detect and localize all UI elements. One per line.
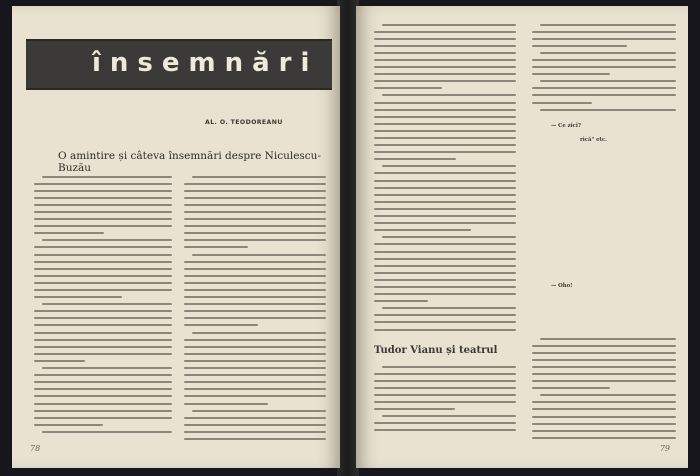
text-line xyxy=(184,252,326,259)
text-line xyxy=(532,100,676,107)
text-line xyxy=(374,72,516,79)
right-text-column-4 xyxy=(532,336,676,442)
text-line xyxy=(184,181,326,188)
text-line xyxy=(532,43,676,50)
text-line xyxy=(34,358,172,365)
text-line xyxy=(184,238,326,245)
text-line xyxy=(374,128,516,135)
right-text-column-1 xyxy=(374,22,516,334)
text-line xyxy=(184,288,326,295)
article-title: O amintire și câteva însemnări despre Niculescu-Buzău xyxy=(58,150,321,174)
text-line xyxy=(374,428,516,435)
text-line xyxy=(34,323,172,330)
text-line xyxy=(34,337,172,344)
text-line xyxy=(184,401,326,408)
text-line xyxy=(374,242,516,249)
text-line xyxy=(532,336,676,343)
text-line xyxy=(184,415,326,422)
text-line xyxy=(184,231,326,238)
text-line xyxy=(184,295,326,302)
text-line xyxy=(374,185,516,192)
text-line xyxy=(184,202,326,209)
text-line xyxy=(374,378,516,385)
text-line xyxy=(34,380,172,387)
text-line xyxy=(374,364,516,371)
text-line xyxy=(34,309,172,316)
text-line xyxy=(374,136,516,143)
text-line xyxy=(374,150,516,157)
text-line xyxy=(374,270,516,277)
text-line xyxy=(374,178,516,185)
text-line xyxy=(374,327,516,334)
text-line xyxy=(34,302,172,309)
text-line xyxy=(34,181,172,188)
text-line xyxy=(374,143,516,150)
section-heading-band xyxy=(26,39,332,90)
text-line xyxy=(184,344,326,351)
page-number-right: 79 xyxy=(659,444,670,453)
text-line xyxy=(34,188,172,195)
text-line xyxy=(184,436,326,443)
text-line xyxy=(374,199,516,206)
text-line xyxy=(532,93,676,100)
text-line xyxy=(374,221,516,228)
text-line xyxy=(184,337,326,344)
text-line xyxy=(374,407,516,414)
text-line xyxy=(34,252,172,259)
text-line xyxy=(532,421,676,428)
text-line xyxy=(34,266,172,273)
left-text-column-2 xyxy=(184,174,326,444)
text-line xyxy=(374,107,516,114)
text-line xyxy=(374,256,516,263)
text-line xyxy=(34,174,172,181)
text-line xyxy=(532,86,676,93)
text-line xyxy=(374,399,516,406)
text-line xyxy=(532,50,676,57)
section-title: Tudor Vianu și teatrul xyxy=(374,345,498,356)
text-line xyxy=(374,385,516,392)
text-line xyxy=(34,387,172,394)
text-line xyxy=(34,394,172,401)
text-line xyxy=(374,93,516,100)
quote-snippet-3: — Oho! xyxy=(551,283,573,289)
quote-snippet-1: — Ce zici? xyxy=(551,123,581,129)
text-line xyxy=(34,295,172,302)
text-line xyxy=(34,422,172,429)
text-line xyxy=(532,350,676,357)
text-line xyxy=(184,266,326,273)
text-line xyxy=(532,343,676,350)
text-line xyxy=(184,174,326,181)
text-line xyxy=(532,107,676,114)
text-line xyxy=(532,400,676,407)
text-line xyxy=(374,235,516,242)
text-line xyxy=(374,65,516,72)
text-line xyxy=(184,224,326,231)
right-text-column-2 xyxy=(532,22,676,114)
text-line xyxy=(532,435,676,442)
text-line xyxy=(34,259,172,266)
text-line xyxy=(532,29,676,36)
text-line xyxy=(184,316,326,323)
text-line xyxy=(532,407,676,414)
text-line xyxy=(184,302,326,309)
text-line xyxy=(34,273,172,280)
text-line xyxy=(184,351,326,358)
text-line xyxy=(374,214,516,221)
page-number-left: 78 xyxy=(30,444,41,453)
text-line xyxy=(374,421,516,428)
text-line xyxy=(374,371,516,378)
text-line xyxy=(374,299,516,306)
right-page xyxy=(356,6,688,468)
text-line xyxy=(532,371,676,378)
text-line xyxy=(374,263,516,270)
text-line xyxy=(34,429,172,436)
text-line xyxy=(34,373,172,380)
text-line xyxy=(374,164,516,171)
text-line xyxy=(532,65,676,72)
text-line xyxy=(184,366,326,373)
text-line xyxy=(532,379,676,386)
text-line xyxy=(374,29,516,36)
text-line xyxy=(374,36,516,43)
right-text-column-3 xyxy=(374,364,516,435)
text-line xyxy=(34,330,172,337)
text-line xyxy=(532,414,676,421)
text-line xyxy=(374,292,516,299)
quote-snippet-2: rică" etc. xyxy=(580,137,607,143)
left-page xyxy=(12,6,340,468)
text-line xyxy=(374,86,516,93)
text-line xyxy=(34,238,172,245)
text-line xyxy=(532,57,676,64)
text-line xyxy=(532,357,676,364)
section-heading: însemnări xyxy=(92,48,319,78)
text-line xyxy=(532,428,676,435)
text-line xyxy=(34,401,172,408)
text-line xyxy=(374,228,516,235)
text-line xyxy=(374,306,516,313)
text-line xyxy=(374,320,516,327)
text-line xyxy=(34,280,172,287)
text-line xyxy=(34,344,172,351)
text-line xyxy=(34,415,172,422)
text-line xyxy=(34,351,172,358)
text-line xyxy=(184,408,326,415)
text-line xyxy=(184,387,326,394)
text-line xyxy=(374,249,516,256)
text-line xyxy=(34,231,172,238)
text-line xyxy=(184,280,326,287)
text-line xyxy=(374,50,516,57)
text-line xyxy=(184,259,326,266)
text-line xyxy=(184,358,326,365)
text-line xyxy=(184,323,326,330)
text-line xyxy=(532,22,676,29)
text-line xyxy=(184,309,326,316)
text-line xyxy=(184,188,326,195)
text-line xyxy=(184,209,326,216)
text-line xyxy=(184,373,326,380)
text-line xyxy=(34,245,172,252)
text-line xyxy=(374,157,516,164)
text-line xyxy=(374,313,516,320)
article-author: AL. O. TEODOREANU xyxy=(205,119,283,126)
left-text-column-1 xyxy=(34,174,172,436)
text-line xyxy=(374,79,516,86)
text-line xyxy=(34,202,172,209)
text-line xyxy=(34,195,172,202)
text-line xyxy=(532,72,676,79)
text-line xyxy=(374,171,516,178)
text-line xyxy=(34,366,172,373)
text-line xyxy=(184,195,326,202)
text-line xyxy=(34,217,172,224)
text-line xyxy=(374,57,516,64)
text-line xyxy=(532,364,676,371)
text-line xyxy=(184,273,326,280)
text-line xyxy=(374,121,516,128)
text-line xyxy=(184,217,326,224)
text-line xyxy=(374,206,516,213)
text-line xyxy=(374,114,516,121)
text-line xyxy=(374,284,516,291)
text-line xyxy=(374,22,516,29)
text-line xyxy=(184,429,326,436)
text-line xyxy=(184,245,326,252)
text-line xyxy=(374,100,516,107)
text-line xyxy=(374,43,516,50)
text-line xyxy=(34,209,172,216)
text-line xyxy=(34,288,172,295)
text-line xyxy=(184,380,326,387)
text-line xyxy=(34,316,172,323)
text-line xyxy=(532,393,676,400)
text-line xyxy=(532,386,676,393)
text-line xyxy=(184,330,326,337)
text-line xyxy=(34,408,172,415)
text-line xyxy=(374,392,516,399)
text-line xyxy=(532,79,676,86)
text-line xyxy=(374,277,516,284)
text-line xyxy=(184,394,326,401)
text-line xyxy=(532,36,676,43)
text-line xyxy=(374,414,516,421)
text-line xyxy=(184,422,326,429)
text-line xyxy=(34,224,172,231)
text-line xyxy=(374,192,516,199)
